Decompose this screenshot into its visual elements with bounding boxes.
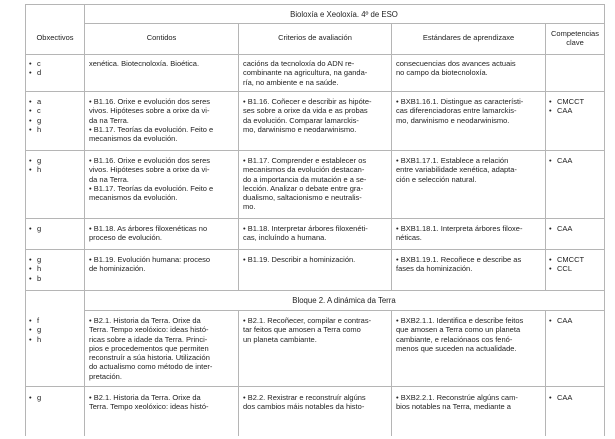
row-objectives: • g • h <box>29 156 42 175</box>
header-criteria: Criterios de avaliación <box>278 33 352 42</box>
column-divider <box>238 23 239 290</box>
header-competences-line1: Competencias <box>551 29 599 38</box>
row-contents: • B2.1. Historia da Terra. Orixe da Terra. Tempo xeolóxico: ideas histó- <box>89 393 209 412</box>
table-divider <box>25 386 604 387</box>
header-competences <box>546 29 604 47</box>
row-contents: • B1.19. Evolución humana: proceso de hominización. <box>89 255 211 274</box>
column-divider <box>391 23 392 290</box>
table-divider <box>84 310 604 311</box>
table-divider <box>25 54 604 55</box>
row-contents: • B1.18. As árbores filoxenéticas no proceso de evolución. <box>89 224 208 243</box>
objective-item: • c <box>29 59 41 68</box>
row-objectives: • a • c • g • h <box>29 97 42 134</box>
column-divider <box>84 4 85 436</box>
row-criteria: • B1.19. Describir a hominización. <box>243 255 356 264</box>
row-standards: • BXB1.19.1. Recoñece e describe as fases da hominización. <box>396 255 522 274</box>
row-competences: • CAA <box>549 316 573 325</box>
table-divider <box>25 150 604 151</box>
table-divider <box>25 218 604 219</box>
column-divider <box>545 23 546 290</box>
section-title: Bioloxía e Xeoloxía. 4º de ESO <box>290 10 398 19</box>
row-objectives: • g <box>29 393 42 402</box>
objective-item: • d <box>29 68 42 78</box>
row-criteria: • B1.17. Comprender e establecer os mecanismos da evolución destacan- do a importancia da mutación e a se- lección. Analizar o debate entre gra- dualismo, saltacionismo e neutralis- mo. <box>243 156 367 212</box>
column-divider <box>238 310 239 436</box>
table-divider <box>84 23 604 24</box>
row-standards: • BXB1.17.1. Establece a relación entre variabilidade xenética, adapta- ción e selección natural. <box>396 156 517 184</box>
row-competences: • CAA <box>549 393 573 402</box>
row-objectives <box>29 59 41 78</box>
row-competences: • CAA <box>549 224 573 233</box>
column-divider <box>545 310 546 436</box>
row-standards: • BXB2.2.1. Reconstrúe algúns cam- bios notables na Terra, mediante a <box>396 393 518 412</box>
row-criteria: • B2.1. Recoñecer, compilar e contras- tar feitos que amosen a Terra como un planeta cambiante. <box>243 316 372 344</box>
header-contents: Contidos <box>146 33 177 42</box>
column-divider <box>391 310 392 436</box>
row-competences: • CMCCT • CCL <box>549 255 585 274</box>
table-border-right <box>604 4 605 436</box>
row-criteria: • B2.2. Rexistrar e reconstruír algúns dos cambios máis notables da histo- <box>243 393 366 412</box>
header-standards: Estándares de aprendizaxe <box>422 33 515 42</box>
table-divider <box>25 91 604 92</box>
row-competences: • CAA <box>549 156 573 165</box>
table-border-left <box>25 4 26 436</box>
row-contents: • B2.1. Historia da Terra. Orixe da Terra. Tempo xeolóxico: ideas histó- ricas sobre a idade da Terra. Princi- pios e procedementos que permiten reconstruír a súa historia. Utilización do actualismo como método de inter- pretación. <box>89 316 213 381</box>
row-criteria: • B1.18. Interpretar árbores filoxenéti- cas, incluíndo a humana. <box>243 224 368 243</box>
table-border-top <box>25 4 604 5</box>
row-contents: • B1.16. Orixe e evolución dos seres vivos. Hipóteses sobre a orixe da vi- da na Terra. • B1.17. Teorías da evolución. Feito e mecanismos da evolución. <box>89 156 214 203</box>
row-contents: xenética. Biotecnoloxía. Bioética. <box>89 59 200 68</box>
row-standards: consecuencias dos avances actuais no campo da biotecnoloxía. <box>396 59 516 78</box>
row-contents: • B1.16. Orixe e evolución dos seres vivos. Hipóteses sobre a orixe da vi- da na Terra. • B1.17. Teorías da evolución. Feito e mecanismos da evolución. <box>89 97 214 144</box>
header-competences-line2: clave <box>566 38 584 47</box>
row-objectives: • g <box>29 224 42 233</box>
row-criteria: • B1.16. Coñecer e describir as hipóte- ses sobre a orixe da vida e as probas da evolución. Comparar lamarckis- mo, darwinismo e neodarwinismo. <box>243 97 372 134</box>
row-standards: • BXB1.16.1. Distingue as característi- cas diferenciadoras entre lamarckis- mo, darwinismo e neodarwinismo. <box>396 97 524 125</box>
row-criteria: cacións da tecnoloxía do ADN re- combinante na agricultura, na ganda- ría, no ambiente e na saúde. <box>243 59 368 87</box>
row-competences: • CMCCT • CAA <box>549 97 585 116</box>
row-standards: • BXB1.18.1. Interpreta árbores filoxe- néticas. <box>396 224 523 243</box>
table-divider <box>25 249 604 250</box>
row-objectives: • f • g • h <box>29 316 42 344</box>
section-title: Bloque 2. A dinámica da Terra <box>292 296 396 305</box>
table-divider <box>25 290 604 291</box>
row-standards: • BXB2.1.1. Identifica e describe feitos que amosen a Terra como un planeta cambiante, e relaciónaos cos fenó- menos que suceden na actualidade. <box>396 316 524 353</box>
header-objectives: Obxectivos <box>36 33 74 42</box>
row-objectives: • g • h • b <box>29 255 42 283</box>
